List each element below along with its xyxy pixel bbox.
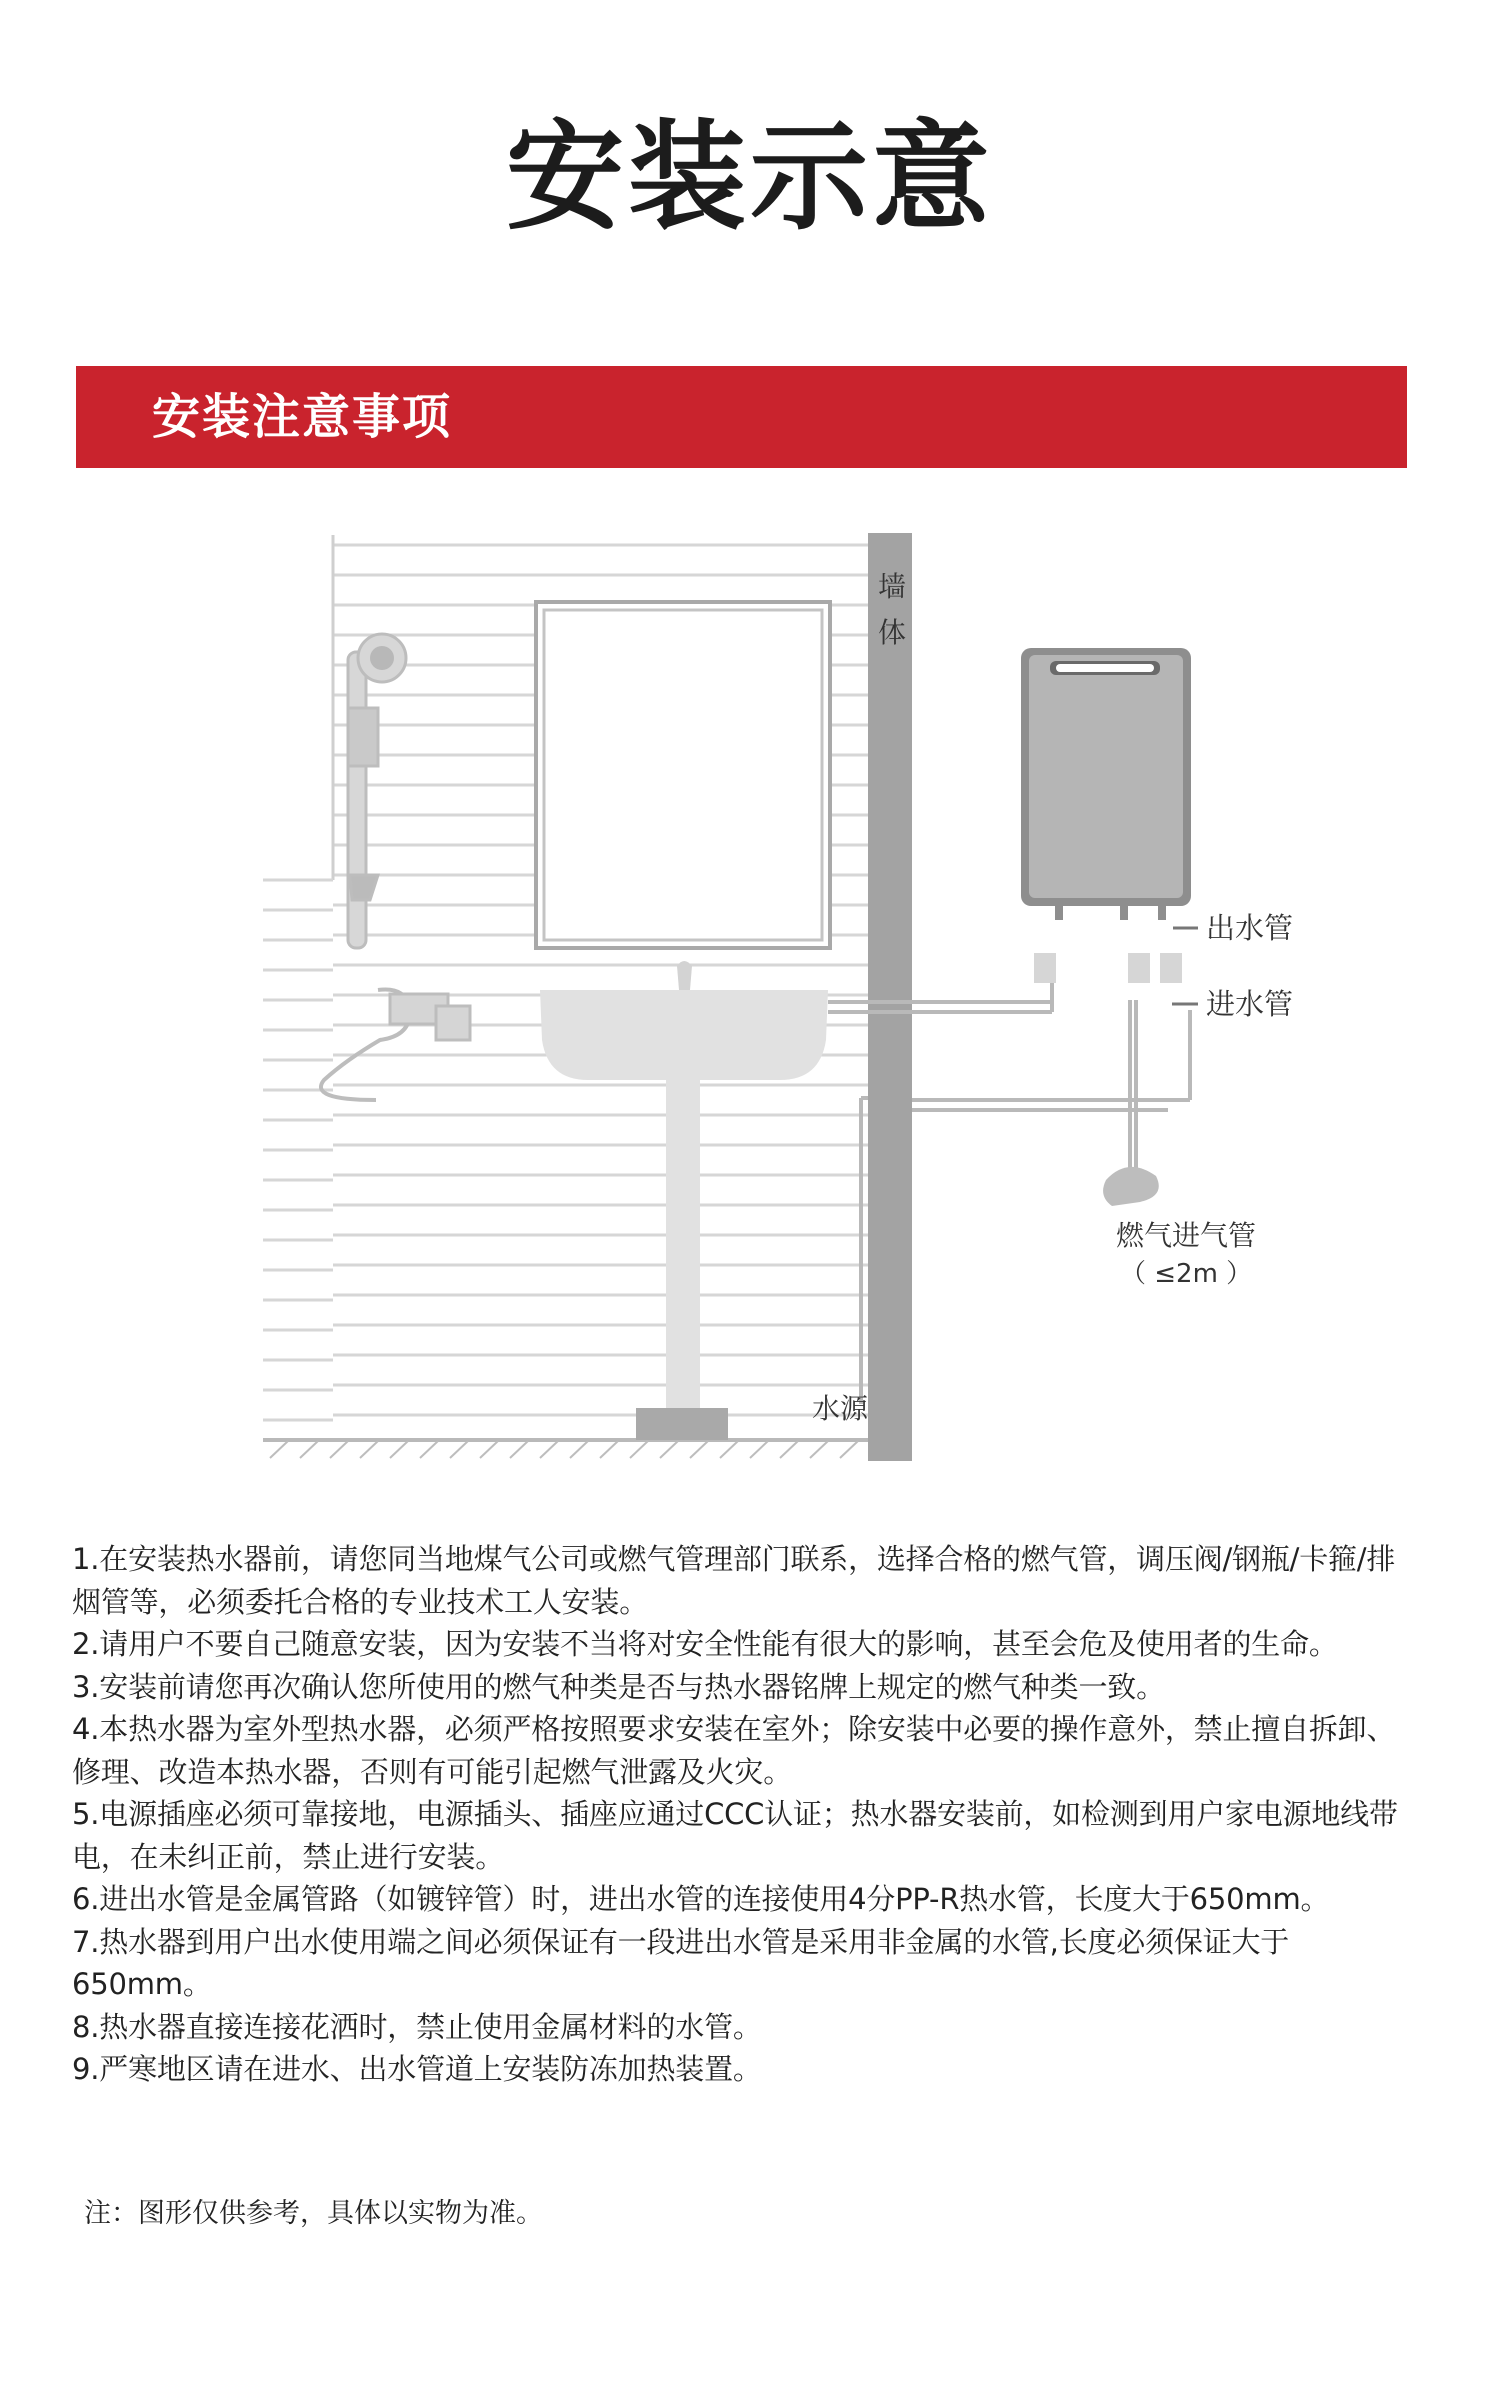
- mirror: [536, 602, 830, 948]
- note-item: 3.安装前请您再次确认您所使用的燃气种类是否与热水器铭牌上规定的燃气种类一致。: [72, 1669, 1165, 1704]
- outlet-pipe-label: 出水管: [1206, 911, 1294, 945]
- page-title: 安装示意: [505, 108, 994, 246]
- note-item: 9.严寒地区请在进水、出水管道上安装防冻加热装置。: [72, 2052, 762, 2086]
- gas-pipe-label: 燃气进气管: [1116, 1219, 1257, 1252]
- note-item: 1.在安装热水器前，请您同当地煤气公司或燃气管理部门联系，选择合格的燃气管，调压阀/钢瓶/卡箍/排烟管等，必须委托合格的专业技术工人安装。: [72, 1542, 1396, 1619]
- gas-pipe-limit: （ ≤2m ）: [1120, 1259, 1253, 1289]
- footnote: 注：图形仅供参考，具体以实物为准。: [84, 2198, 543, 2229]
- wall-label-1: 墙: [878, 570, 907, 603]
- note-item: 2.请用户不要自己随意安装，因为安装不当将对安全性能有很大的影响，甚至会危及使用者的生命。: [72, 1627, 1338, 1661]
- water-heater: [1021, 648, 1191, 983]
- floor-drain-label: 水源: [812, 1392, 869, 1425]
- note-item: 8.热水器直接连接花洒时，禁止使用金属材料的水管。: [72, 2009, 762, 2044]
- installation-notes: [72, 1538, 1417, 2091]
- wall-label-2: 体: [878, 616, 907, 649]
- section-title: 安装注意事项: [152, 389, 453, 445]
- gas-pipe-end: [1103, 1167, 1159, 1206]
- note-item: 4.本热水器为室外型热水器，必须严格按照要求安装在室外；除安装中必要的操作意外，禁止擅自拆卸、修理、改造本热水器，否则有可能引起燃气泄露及火灾。: [72, 1712, 1396, 1789]
- note-item: 6.进出水管是金属管路（如镀锌管）时，进出水管的连接使用4分PP-R热水管，长度大于650mm。: [72, 1882, 1330, 1916]
- inlet-pipe-label: 进水管: [1206, 987, 1294, 1021]
- note-item: 7.热水器到用户出水使用端之间必须保证有一段进出水管是采用非金属的水管,长度必须保证大于650mm。: [72, 1924, 1290, 2001]
- floor: [263, 1440, 868, 1458]
- section-banner: [76, 366, 1407, 468]
- wall: [868, 533, 912, 1461]
- shower: [321, 634, 470, 1100]
- washbasin: [540, 961, 828, 1440]
- note-item: 5.电源插座必须可靠接地，电源插头、插座应通过CCC认证；热水器安装前，如检测到用户家电源地线带电，在未纠正前，禁止进行安装。: [72, 1797, 1398, 1874]
- installation-diagram: [0, 520, 1500, 1480]
